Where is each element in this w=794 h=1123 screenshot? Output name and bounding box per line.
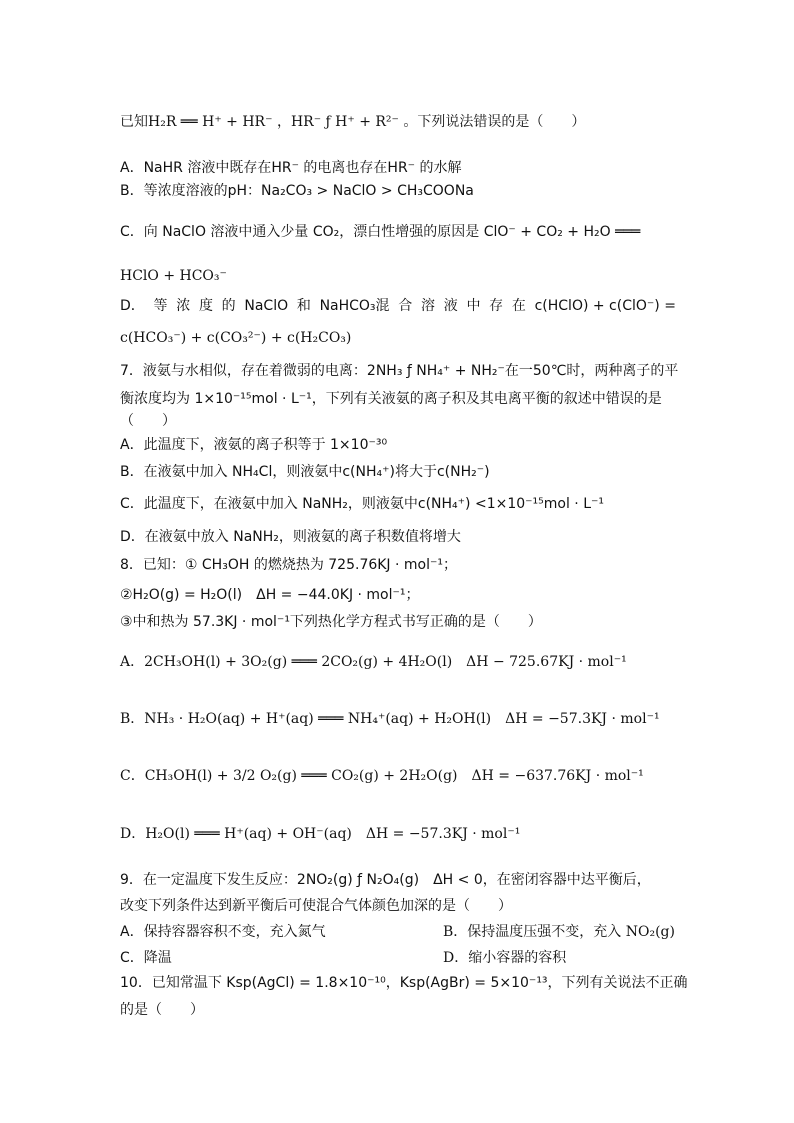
- q9-option-d: D．缩小容器的容积: [443, 950, 567, 966]
- q6-option-b: B．等浓度溶液的pH：Na₂CO₃ > NaClO > CH₃COONa: [120, 183, 474, 199]
- q6-d-word: 等: [153, 298, 168, 314]
- q7-option-a: A．此温度下，液氨的离子积等于 1×10⁻³⁰: [120, 437, 388, 453]
- q8-option-a: A．2CH₃OH(l) + 3O₂(g) ═══ 2CO₂(g) + 4H₂O(l) ΔH − 725.67KJ · mol⁻¹: [120, 654, 627, 670]
- q7-stem-line3: （ ）: [120, 413, 176, 429]
- q8-option-b: B．NH₃ · H₂O(aq) + H⁺(aq) ═══ NH₄⁺(aq) + H₂OH(l) ΔH = −57.3KJ · mol⁻¹: [120, 711, 660, 727]
- q9-option-a: A．保持容器容积不变，充入氮气: [120, 924, 326, 940]
- q6-d-word: 的: [221, 298, 236, 314]
- q6-stem: 已知H₂R ══ H⁺ + HR⁻ ，HR⁻ ƒ H⁺ + R²⁻ 。下列说法错误的是（ ）: [120, 114, 586, 130]
- q7-stem-line2: 衡浓度均为 1×10⁻¹⁵mol · L⁻¹，下列有关液氨的离子积及其电离平衡的叙述中错误的是: [120, 391, 662, 407]
- q8-option-c: C．CH₃OH(l) + 3/2 O₂(g) ═══ CO₂(g) + 2H₂O(g) ΔH = −637.76KJ · mol⁻¹: [120, 768, 644, 784]
- q6-d-word: NaClO: [244, 298, 289, 314]
- q10-stem-line1: 10．已知常温下 Ksp(AgCl) = 1.8×10⁻¹⁰，Ksp(AgBr) = 5×10⁻¹³，下列有关说法不正确: [120, 975, 688, 991]
- q6-d-word: 存: [489, 298, 504, 314]
- q6-d-word: D．: [120, 298, 145, 314]
- q9-option-c: C．降温: [120, 950, 172, 966]
- q6-option-c-line2: HClO + HCO₃⁻: [120, 268, 227, 284]
- q6-d-word: 中: [466, 298, 481, 314]
- q6-d-word: 在: [511, 298, 526, 314]
- q7-stem-line1: 7．液氨与水相似，存在着微弱的电离：2NH₃ ƒ NH₄⁺ + NH₂⁻在一50℃时，两种离子的平: [120, 363, 679, 379]
- q9-option-b: B．保持温度压强不变，充入 NO₂(g): [443, 924, 675, 940]
- q6-d-word: 溶: [421, 298, 435, 314]
- q6-option-d-line2: c(HCO₃⁻) + c(CO₃²⁻) + c(H₂CO₃): [120, 330, 352, 346]
- q8-stem-line1: 8．已知：① CH₃OH 的燃烧热为 725.76KJ · mol⁻¹；: [120, 557, 458, 573]
- q8-option-d: D．H₂O(l) ═══ H⁺(aq) + OH⁻(aq) ΔH = −57.3KJ · mol⁻¹: [120, 826, 521, 842]
- q6-d-word: NaHCO₃混: [319, 298, 390, 314]
- q7-option-b: B．在液氨中加入 NH₄Cl，则液氨中c(NH₄⁺)将大于c(NH₂⁻): [120, 464, 490, 480]
- q6-d-word: 度: [198, 298, 213, 314]
- q6-d-word: 液: [443, 298, 458, 314]
- q10-stem-line2: 的是（ ）: [120, 1002, 204, 1018]
- q9-stem-line2: 改变下列条件达到新平衡后可使混合气体颜色加深的是（ ）: [120, 898, 512, 914]
- q6-d-word: 浓: [176, 298, 191, 314]
- q6-d-word: 合: [398, 298, 413, 314]
- q6-option-d-line1: [120, 296, 676, 316]
- q9-stem-line1: 9．在一定温度下发生反应：2NO₂(g) ƒ N₂O₄(g) ΔH < 0，在密闭容器中达平衡后，: [120, 872, 651, 888]
- q6-d-word: c(HClO) + c(ClO⁻) =: [534, 298, 676, 314]
- q6-d-word: 和: [296, 298, 311, 314]
- q8-stem-line3: ③中和热为 57.3KJ · mol⁻¹下列热化学方程式书写正确的是（ ）: [120, 614, 542, 630]
- q6-option-a: A．NaHR 溶液中既存在HR⁻ 的电离也存在HR⁻ 的水解: [120, 160, 462, 176]
- q6-option-c-line1: C．向 NaClO 溶液中通入少量 CO₂，漂白性增强的原因是 ClO⁻ + CO₂ + H₂O ═══: [120, 224, 641, 240]
- q8-stem-line2: ②H₂O(g) = H₂O(l) ΔH = −44.0KJ · mol⁻¹；: [120, 587, 420, 603]
- q7-option-c: C．此温度下，在液氨中加入 NaNH₂，则液氨中c(NH₄⁺) <1×10⁻¹⁵mol · L⁻¹: [120, 496, 605, 512]
- q7-option-d: D．在液氨中放入 NaNH₂，则液氨的离子积数值将增大: [120, 529, 461, 545]
